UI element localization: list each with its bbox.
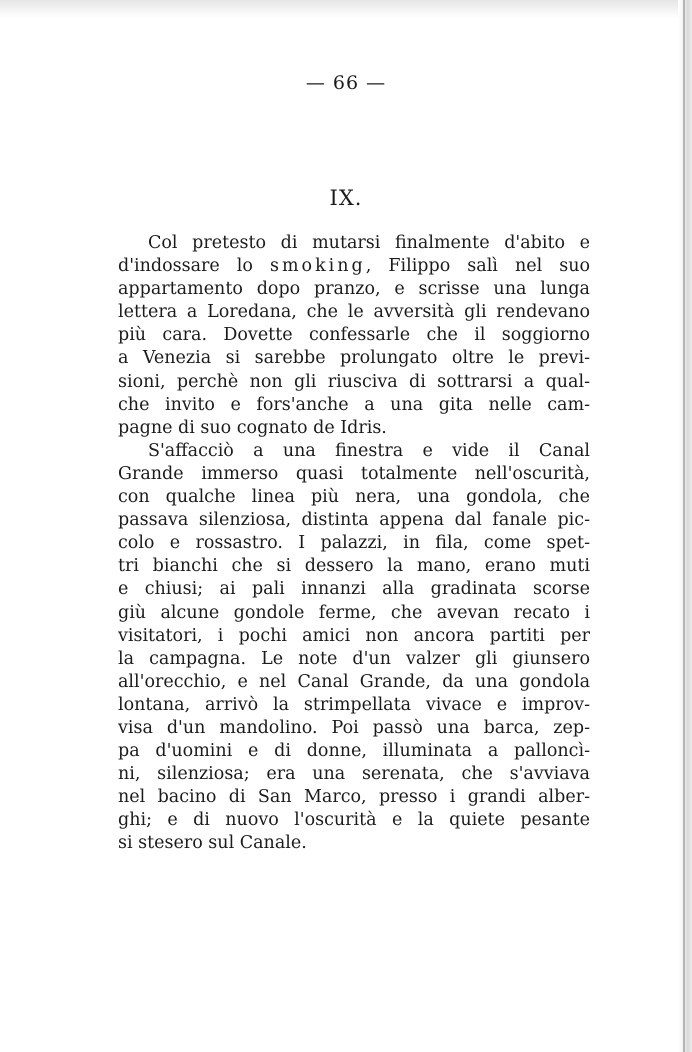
text-line: e chiusi; ai pali innanzi alla gradinata scorse (118, 579, 590, 600)
text-line: S'affacciò a una finestra e vide il Canal (148, 440, 590, 461)
text-line: la campagna. Le note d'un valzer gli giunsero (118, 648, 590, 669)
text-line: nel bacino di San Marco, presso i grandi alber- (118, 787, 590, 808)
text-segment: d'indossare lo (118, 256, 270, 277)
paragraph-2 (118, 440, 590, 856)
text-line: Col pretesto di mutarsi finalmente d'abito e (148, 233, 590, 253)
page-right-edge (678, 0, 692, 1052)
page-top-shadow (0, 0, 692, 18)
text-line: visitatori, i pochi amici non ancora partiti per (118, 625, 590, 646)
chapter-heading: IX. (329, 186, 363, 210)
text-line: giù alcune gondole ferme, che avevan recato i (118, 602, 590, 623)
text-line-with-emphasis (118, 255, 590, 278)
text-line: colo e rossastro. I palazzi, in fila, come spet- (118, 533, 590, 554)
text-line: tri bianchi che si dessero la mano, erano muti (118, 556, 590, 577)
text-line: ni, silenziosa; era una serenata, che s'avviava (118, 764, 590, 785)
emphasized-word: smoking (269, 256, 366, 277)
text-line: ghi; e di nuovo l'oscurità e la quiete pesante (118, 810, 590, 831)
text-line: si stesero sul Canale. (118, 833, 307, 854)
text-line: a Venezia si sarebbe prolungato oltre le previ- (118, 348, 590, 369)
text-line: pa d'uomini e di donne, illuminata a palloncì- (118, 741, 590, 762)
text-line: lontana, arrivò la strimpellata vivace e improv- (118, 694, 590, 715)
text-line: che invito e fors'anche a una gita nelle cam- (118, 394, 590, 415)
text-line: passava silenziosa, distinta appena dal fanale pic- (118, 510, 590, 531)
body-text (118, 232, 590, 856)
text-line: sioni, perchè non gli riusciva di sottrarsi a qual- (118, 371, 590, 392)
paragraph-1 (118, 232, 590, 440)
text-line: visa d'un mandolino. Poi passò una barca, zep- (118, 717, 590, 738)
text-line: appartamento dopo pranzo, e scrisse una lunga (118, 279, 590, 300)
text-line: lettera a Loredana, che le avversità gli rendevano (118, 302, 590, 323)
text-line: all'orecchio, e nel Canal Grande, da una gondola (118, 671, 590, 692)
page-number: — 66 — (305, 72, 387, 94)
page-binding-line (683, 0, 685, 1052)
text-line: più cara. Dovette confessarle che il soggiorno (118, 325, 590, 346)
text-line: pagne di suo cognato de Idris. (118, 417, 387, 438)
text-line: con qualche linea più nera, una gondola, che (118, 487, 590, 508)
text-line: Grande immerso quasi totalmente nell'oscurità, (118, 463, 590, 484)
text-segment: , Filippo salì nel suo (365, 256, 590, 277)
